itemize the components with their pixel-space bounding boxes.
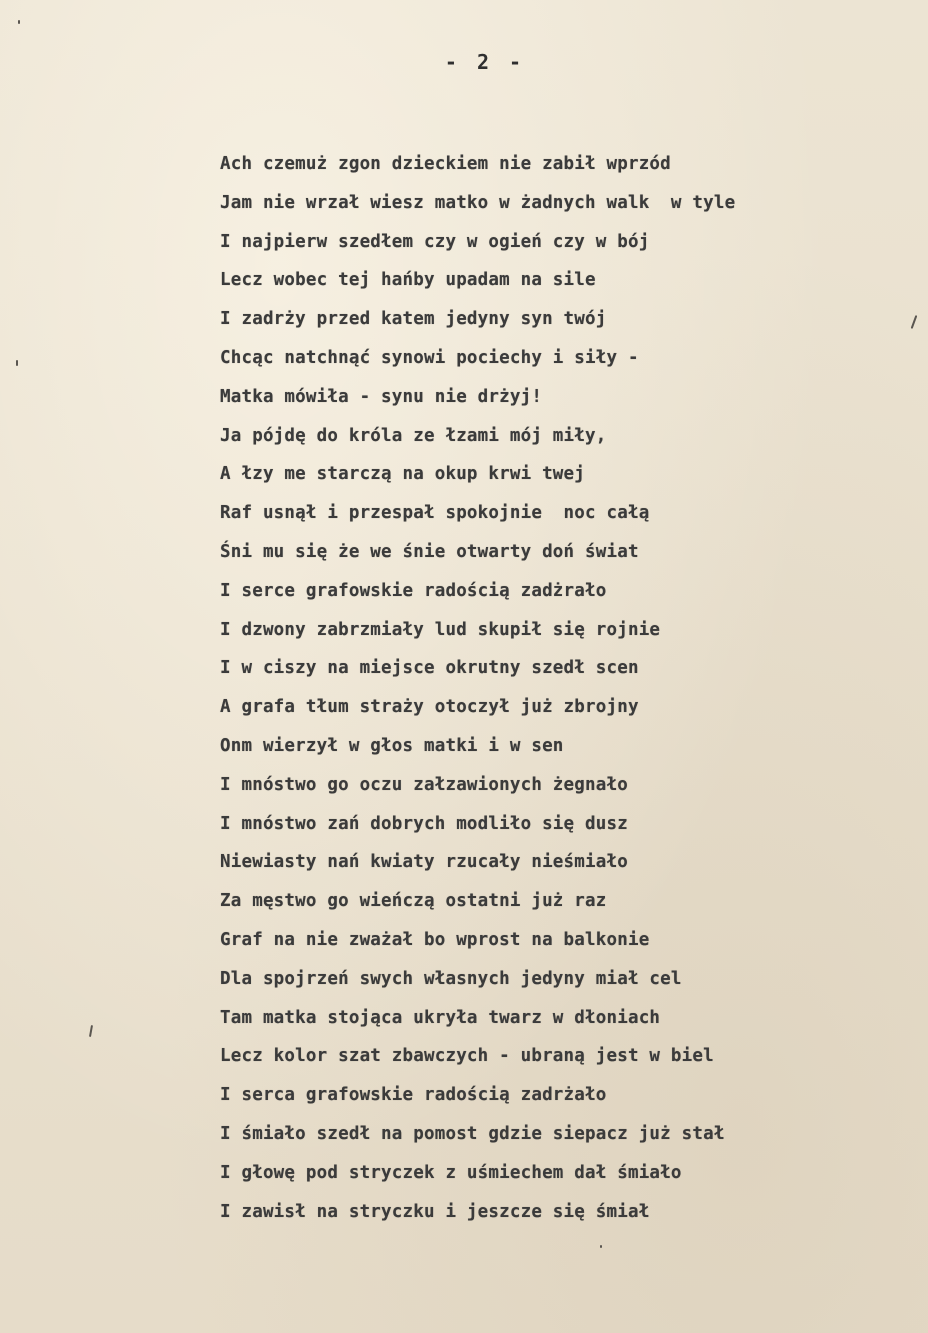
poem-line: I serca grafowskie radością zadrżało xyxy=(220,1085,607,1106)
poem-body xyxy=(220,150,735,1236)
poem-line: I serce grafowskie radością zadżrało xyxy=(220,580,607,601)
poem-line: Matka mówiła - synu nie drżyj! xyxy=(220,386,543,407)
poem-line: Lecz kolor szat zbawczych - ubraną jest w biel xyxy=(220,1046,714,1067)
poem-line: Graf na nie zważał bo wprost na balkonie xyxy=(220,929,650,950)
paper-speck xyxy=(911,315,918,329)
poem-line: Dla spojrzeń swych własnych jedyny miał cel xyxy=(220,968,682,989)
poem-line: I w ciszy na miejsce okrutny szedł scen xyxy=(220,658,639,679)
poem-line: I najpierw szedłem czy w ogień czy w bój xyxy=(220,231,650,252)
poem-line: Za męstwo go wieńczą ostatni już raz xyxy=(220,891,607,912)
poem-line: I śmiało szedł na pomost gdzie siepacz już stał xyxy=(220,1123,725,1144)
poem-line: Ach czemuż zgon dzieckiem nie zabił wprzód xyxy=(220,154,671,174)
paper-speck xyxy=(18,20,20,24)
poem-line: I dzwony zabrzmiały lud skupił się rojnie xyxy=(220,619,661,640)
paper-speck xyxy=(600,1245,602,1248)
page-number: - 2 - xyxy=(444,50,526,74)
poem-line: Raf usnął i przespał spokojnie noc całą xyxy=(220,503,650,524)
poem-line: A grafa tłum straży otoczył już zbrojny xyxy=(220,697,639,718)
poem-line: Lecz wobec tej hańby upadam na sile xyxy=(220,270,596,291)
poem-line: A łzy me starczą na okup krwi twej xyxy=(220,464,586,485)
poem-line: I mnóstwo zań dobrych modliło się dusz xyxy=(220,813,628,834)
poem-line: Tam matka stojąca ukryła twarz w dłoniach xyxy=(220,1007,661,1028)
poem-line: Onm wierzył w głos matki i w sen xyxy=(220,735,564,756)
poem-line: Jam nie wrzał wiesz matko w żadnych walk w tyle xyxy=(220,192,736,213)
poem-line: Ja pójdę do króla ze łzami mój miły, xyxy=(220,425,607,446)
poem-line: I mnóstwo go oczu załzawionych żegnało xyxy=(220,774,628,795)
poem-line: I zawisł na stryczku i jeszcze się śmiał xyxy=(220,1201,650,1222)
poem-line: I zadrży przed katem jedyny syn twój xyxy=(220,309,607,330)
paper-speck xyxy=(89,1025,93,1037)
poem-line: Chcąc natchnąć synowi pociechy i siły - xyxy=(220,347,639,368)
poem-line: I głowę pod stryczek z uśmiechem dał śmiało xyxy=(220,1162,682,1183)
poem-line: Śni mu się że we śnie otwarty doń świat xyxy=(220,541,639,562)
poem-line: Niewiasty nań kwiaty rzucały nieśmiało xyxy=(220,852,628,873)
paper-speck xyxy=(16,360,18,366)
